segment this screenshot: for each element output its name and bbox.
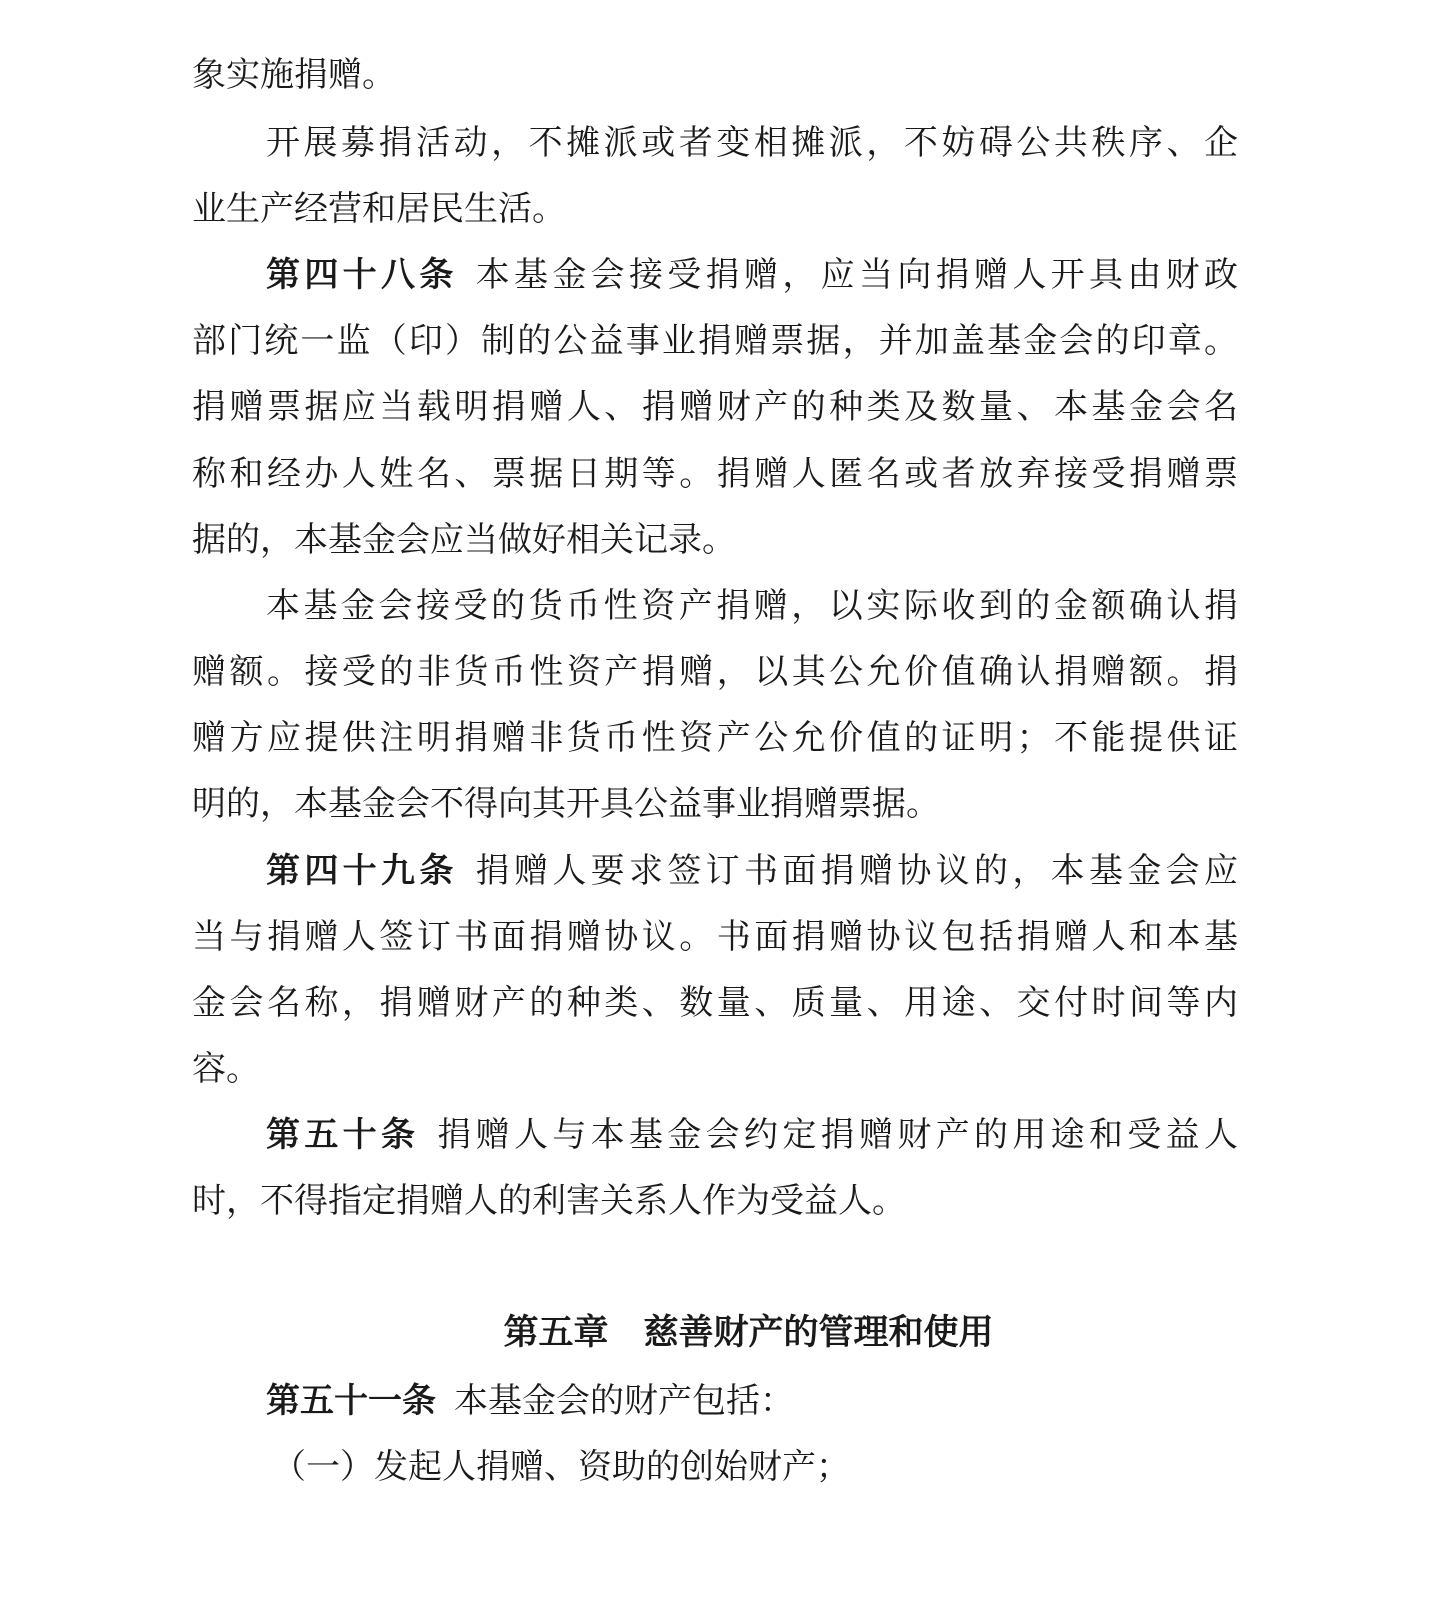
text-line: 容。 [192, 1049, 260, 1089]
text-line: 本基金会接受捐赠，应当向捐赠人开具由财政 [475, 255, 1239, 295]
article-50-line [266, 1112, 1238, 1158]
text-line: 据的，本基金会应当做好相关记录。 [192, 520, 736, 560]
text-line: 赠额。接受的非货币性资产捐赠，以其公允价值确认捐赠额。捐 [192, 652, 1238, 692]
text-line: 称和经办人姓名、票据日期等。捐赠人匿名或者放弃接受捐赠票 [192, 454, 1238, 494]
text-line: 时，不得指定捐赠人的利害关系人作为受益人。 [192, 1181, 906, 1221]
article-48-line [266, 252, 1238, 298]
article-48-heading: 第四十八条 [266, 255, 458, 295]
article-49-heading: 第四十九条 [266, 851, 458, 891]
text-line: 开展募捐活动，不摊派或者变相摊派，不妨碍公共秩序、企 [266, 123, 1238, 163]
text-line: 当与捐赠人签订书面捐赠协议。书面捐赠协议包括捐赠人和本基 [192, 917, 1238, 957]
text-line: 捐赠人要求签订书面捐赠协议的，本基金会应 [475, 851, 1239, 891]
list-item: （一）发起人捐赠、资助的创始财产； [272, 1447, 850, 1487]
text-line: 金会名称，捐赠财产的种类、数量、质量、用途、交付时间等内 [192, 983, 1238, 1023]
text-line: 业生产经营和居民生活。 [192, 189, 566, 229]
article-50-heading: 第五十条 [266, 1115, 420, 1155]
article-49-line [266, 848, 1238, 894]
text-line: 本基金会接受的货币性资产捐赠，以实际收到的金额确认捐 [266, 586, 1238, 626]
text-line: 明的，本基金会不得向其开具公益事业捐赠票据。 [192, 784, 940, 824]
text-line: 本基金会的财产包括： [454, 1381, 794, 1421]
text-line: 赠方应提供注明捐赠非货币性资产公允价值的证明；不能提供证 [192, 718, 1238, 758]
text-line: 部门统一监（印）制的公益事业捐赠票据，并加盖基金会的印章。 [192, 321, 1238, 361]
chapter-heading: 第五章 慈善财产的管理和使用 [503, 1313, 994, 1353]
text-line: 捐赠人与本基金会约定捐赠财产的用途和受益人 [437, 1115, 1239, 1155]
article-51-line [266, 1378, 1238, 1424]
article-51-heading: 第五十一条 [266, 1381, 436, 1421]
text-line: 象实施捐赠。 [192, 55, 396, 95]
text-line: 捐赠票据应当载明捐赠人、捐赠财产的种类及数量、本基金会名 [192, 387, 1238, 427]
